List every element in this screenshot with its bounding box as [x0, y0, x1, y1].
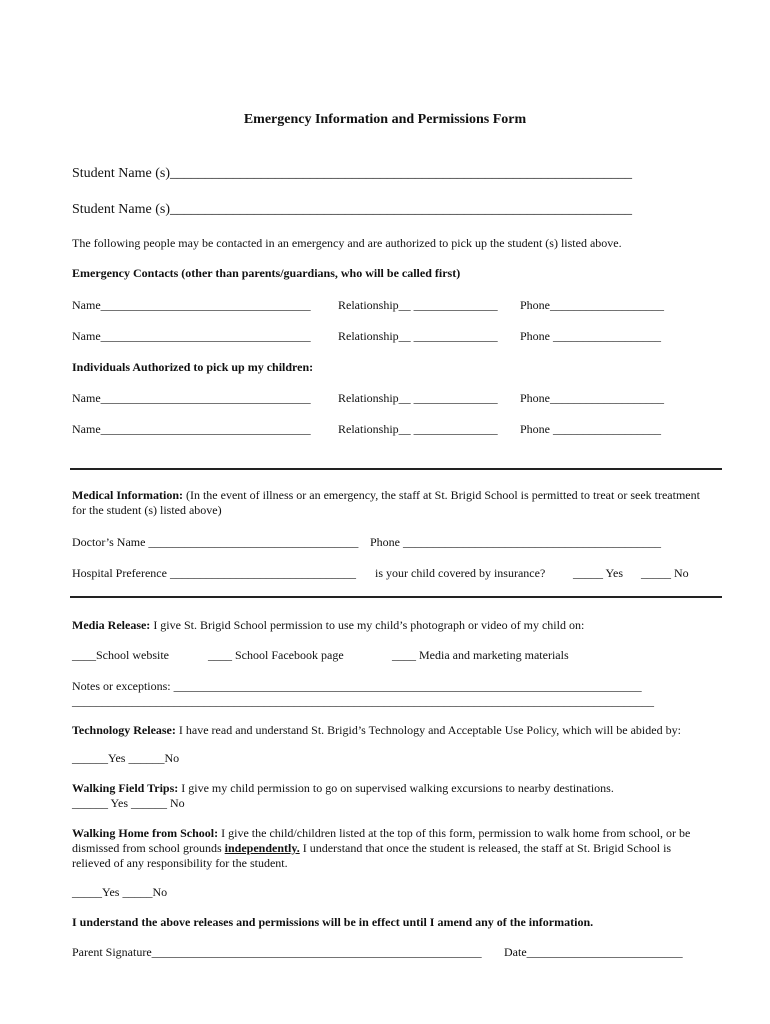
- media-marketing-option[interactable]: ____ Media and marketing materials: [392, 648, 569, 662]
- walking-home-yes-no[interactable]: _____Yes _____No: [72, 885, 168, 899]
- relationship-field[interactable]: Relationship__ ______________: [338, 329, 498, 343]
- technology-yes-no[interactable]: ______Yes ______No: [72, 751, 180, 765]
- school-website-option[interactable]: ____School website: [72, 648, 169, 662]
- name-field[interactable]: Name___________________________________: [72, 329, 311, 343]
- independently-emphasis: independently.: [224, 841, 300, 855]
- relationship-field[interactable]: Relationship__ ______________: [338, 391, 498, 405]
- walking-home-body-b: I understand that once the student is released, the staff at St. Brigid School is relieved of any responsibility for the student.: [72, 841, 672, 870]
- technology-release-label: Technology Release:: [72, 723, 176, 737]
- understand-statement: I understand the above releases and permissions will be in effect until I amend any of the information.: [72, 915, 594, 929]
- media-release-label: Media Release:: [72, 618, 151, 632]
- insurance-no-field[interactable]: _____ No: [641, 566, 689, 580]
- name-field[interactable]: Name___________________________________: [72, 298, 311, 312]
- media-release-body: I give St. Brigid School permission to use my child’s photograph or video of my child on:: [150, 618, 585, 632]
- notes-exceptions-field[interactable]: Notes or exceptions: ______________________________________________________________________________: [72, 679, 642, 693]
- student-name-field-1[interactable]: Student Name (s)__________________________________________________________________: [72, 166, 632, 181]
- hospital-preference-field[interactable]: Hospital Preference _______________________________: [72, 566, 356, 580]
- walking-home-label: Walking Home from School:: [72, 826, 219, 840]
- phone-field[interactable]: Phone___________________: [520, 391, 664, 405]
- date-field[interactable]: Date__________________________: [504, 945, 683, 959]
- name-field[interactable]: Name___________________________________: [72, 391, 311, 405]
- relationship-field[interactable]: Relationship__ ______________: [338, 298, 498, 312]
- insurance-yes-field[interactable]: _____ Yes: [573, 566, 624, 580]
- medical-info-body: (In the event of illness or an emergency, the staff at St. Brigid School is permitted to treat or seek treatment for the student (s) listed above): [72, 488, 700, 517]
- technology-release-body: I have read and understand St. Brigid’s Technology and Acceptable Use Policy, which will be abided by:: [175, 723, 681, 737]
- authorized-pickup-heading: Individuals Authorized to pick up my children:: [72, 360, 314, 374]
- section-divider: [70, 596, 722, 598]
- emergency-contacts-heading: Emergency Contacts (other than parents/guardians, who will be called first): [72, 266, 461, 280]
- walking-trips-label: Walking Field Trips:: [72, 781, 179, 795]
- doctor-phone-field[interactable]: Phone ___________________________________________: [370, 535, 661, 549]
- form-title: Emergency Information and Permissions Form: [243, 112, 527, 127]
- parent-signature-field[interactable]: Parent Signature_______________________________________________________: [72, 945, 482, 959]
- walking-trips-body: I give my child permission to go on supervised walking excursions to nearby destinations.: [178, 781, 614, 795]
- walking-home-text: [72, 826, 704, 871]
- name-field[interactable]: Name___________________________________: [72, 422, 311, 436]
- medical-info-label: Medical Information:: [72, 488, 183, 502]
- phone-field[interactable]: Phone___________________: [520, 298, 664, 312]
- media-release-text: [72, 618, 584, 633]
- intro-text: The following people may be contacted in an emergency and are authorized to pick up the student (s) listed above.: [72, 236, 622, 250]
- walking-trips-text: [72, 781, 614, 796]
- doctor-name-field[interactable]: Doctor’s Name ___________________________________: [72, 535, 359, 549]
- medical-info-text: [72, 488, 702, 518]
- student-name-field-2[interactable]: Student Name (s)__________________________________________________________________: [72, 202, 632, 217]
- section-divider: [70, 468, 722, 470]
- phone-field[interactable]: Phone __________________: [520, 329, 661, 343]
- walking-home-body-a: I give the child/children listed at the top of this form, permission to walk home from school, or be dismissed from school grounds: [72, 826, 691, 855]
- notes-exceptions-line-2[interactable]: _________________________________________________________________________________________________: [72, 694, 654, 708]
- technology-release-text: [72, 723, 702, 738]
- school-facebook-option[interactable]: ____ School Facebook page: [208, 648, 344, 662]
- walking-trips-yes-no[interactable]: ______ Yes ______ No: [72, 796, 185, 810]
- relationship-field[interactable]: Relationship__ ______________: [338, 422, 498, 436]
- insurance-question: is your child covered by insurance?: [375, 566, 546, 580]
- phone-field[interactable]: Phone __________________: [520, 422, 661, 436]
